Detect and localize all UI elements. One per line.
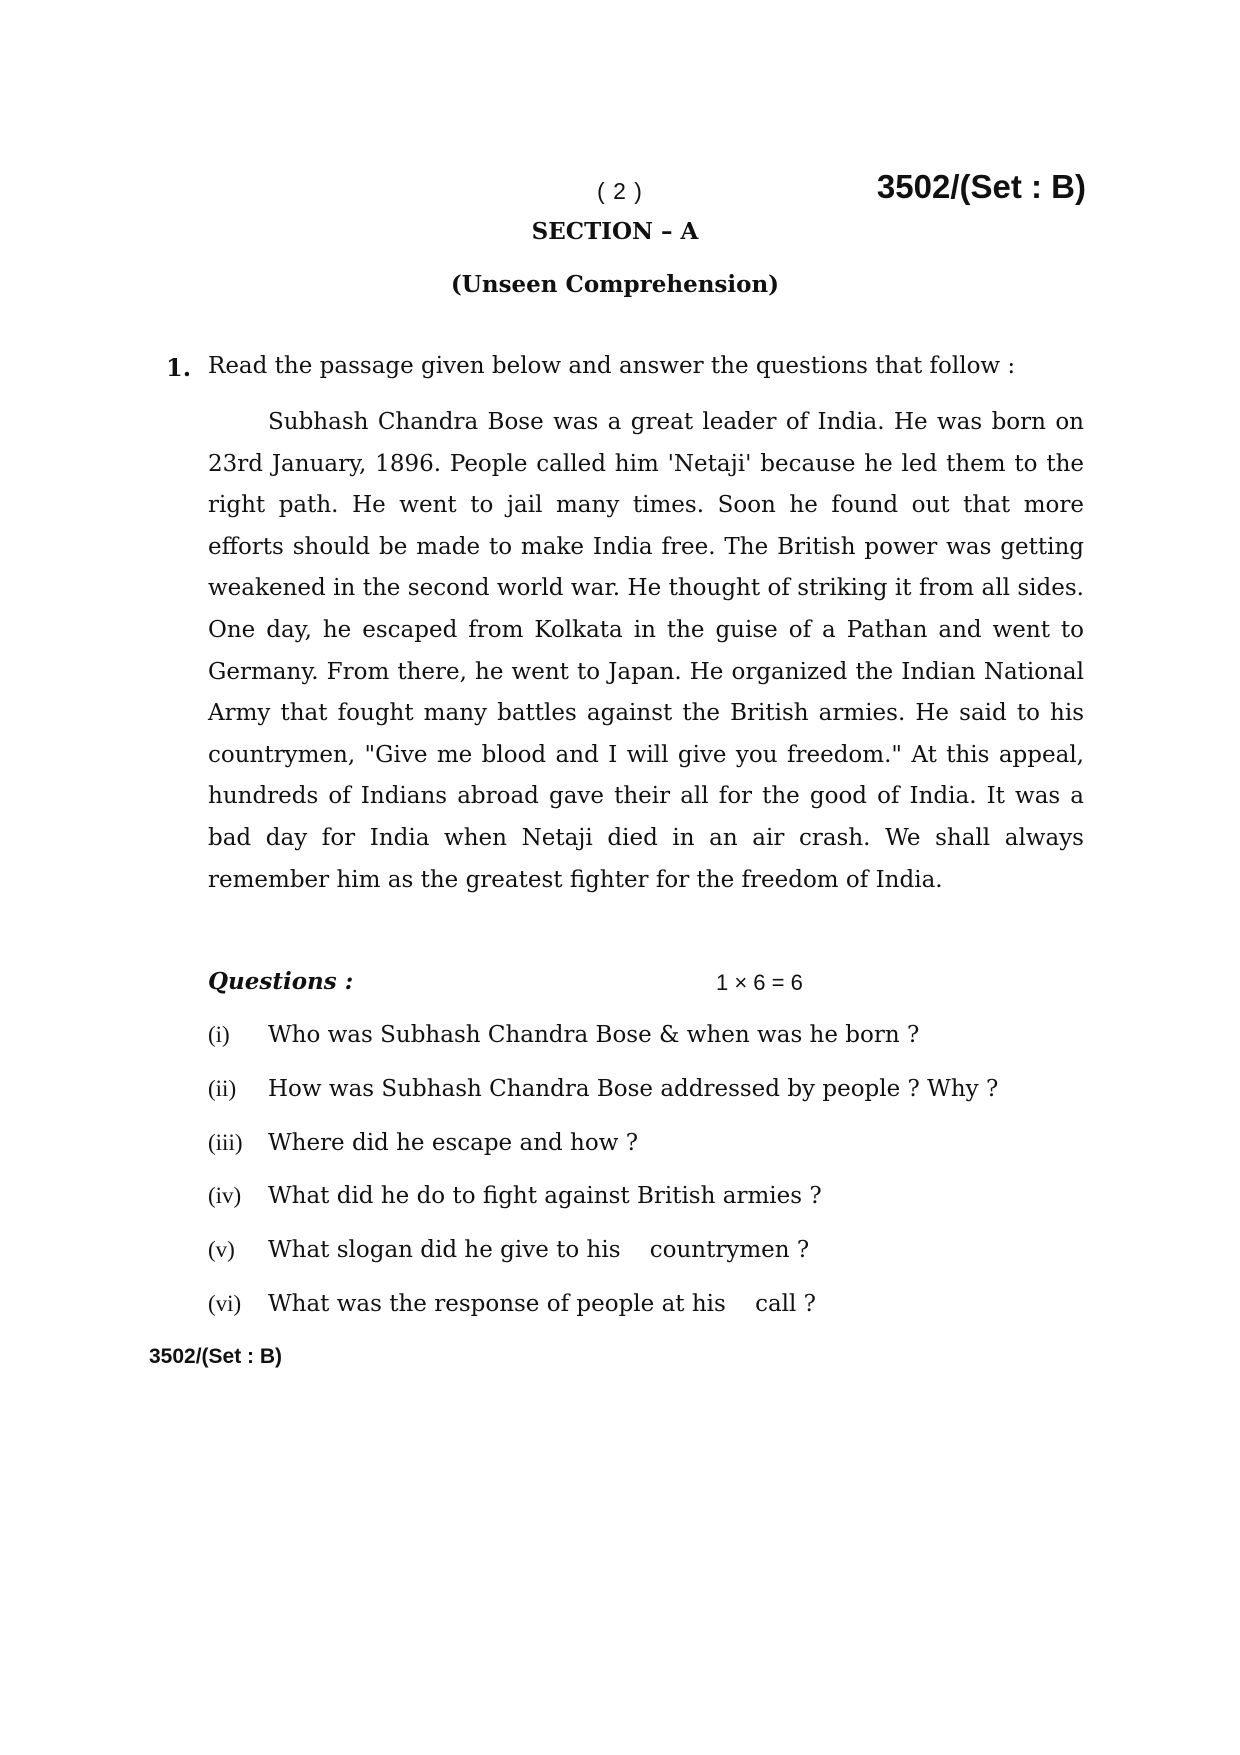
question-item-number: (ii) [208,1075,237,1101]
section-title [0,218,1240,245]
question-item [208,1287,1108,1341]
question-number: 1. [166,353,192,382]
question-item [208,1179,1108,1233]
section-subtitle-text: (Unseen Comprehension) [450,271,780,298]
question-item [208,1126,1108,1180]
question-list [208,1018,1108,1341]
section-subtitle [0,271,1240,298]
marks-allocation: 1 × 6 = 6 [716,970,803,995]
question-instruction: Read the passage given below and answer the questions that follow : [208,353,1016,379]
question-item-text: What did he do to fight against British armies ? [268,1183,822,1210]
set-code-header: 3502/(Set : B) [876,168,1086,205]
question-item-text: What was the response of people at his call ? [268,1290,817,1317]
comprehension-passage: Subhash Chandra Bose was a great leader of India. He was born on 23rd January, 1896. People called him 'Netaji' because he led them to the right path. He went to jail many times. Soon he found out that more efforts should be made to make India free. The British power was getting weakened in the second world war. He thought of striking it from all sides. One day, he escaped from Kolkata in the guise of a Pathan and went to Germany. From there, he went to Japan. He organized the Indian National Army that fought many battles against the British armies. He said to his countrymen, "Give me blood and I will give you freedom." At this appeal, hundreds of Indians abroad gave their all for the good of India. It was a bad day for India when Netaji died in an air crash. We shall always remember him as the greatest fighter for the freedom of India. [208,409,1084,893]
question-item-text: How was Subhash Chandra Bose addressed by people ? Why ? [268,1075,999,1102]
questions-label: Questions : [208,968,354,995]
question-item-text: Who was Subhash Chandra Bose & when was he born ? [268,1022,920,1048]
question-item [208,1018,1108,1072]
page-number: ( 2 ) [597,178,643,204]
question-item-number: (iii) [208,1129,243,1155]
section-title-text: SECTION – A [531,218,699,245]
question-item [208,1072,1108,1126]
question-item-text: Where did he escape and how ? [268,1129,639,1156]
question-item-text: What slogan did he give to his countrymen ? [268,1237,810,1264]
question-item-number: (v) [208,1237,235,1263]
question-item-number: (iv) [208,1183,242,1209]
question-item-number: (i) [208,1022,230,1047]
question-item [208,1233,1108,1287]
set-code-footer: 3502/(Set : B) [149,1345,283,1368]
question-item-number: (vi) [208,1290,242,1316]
